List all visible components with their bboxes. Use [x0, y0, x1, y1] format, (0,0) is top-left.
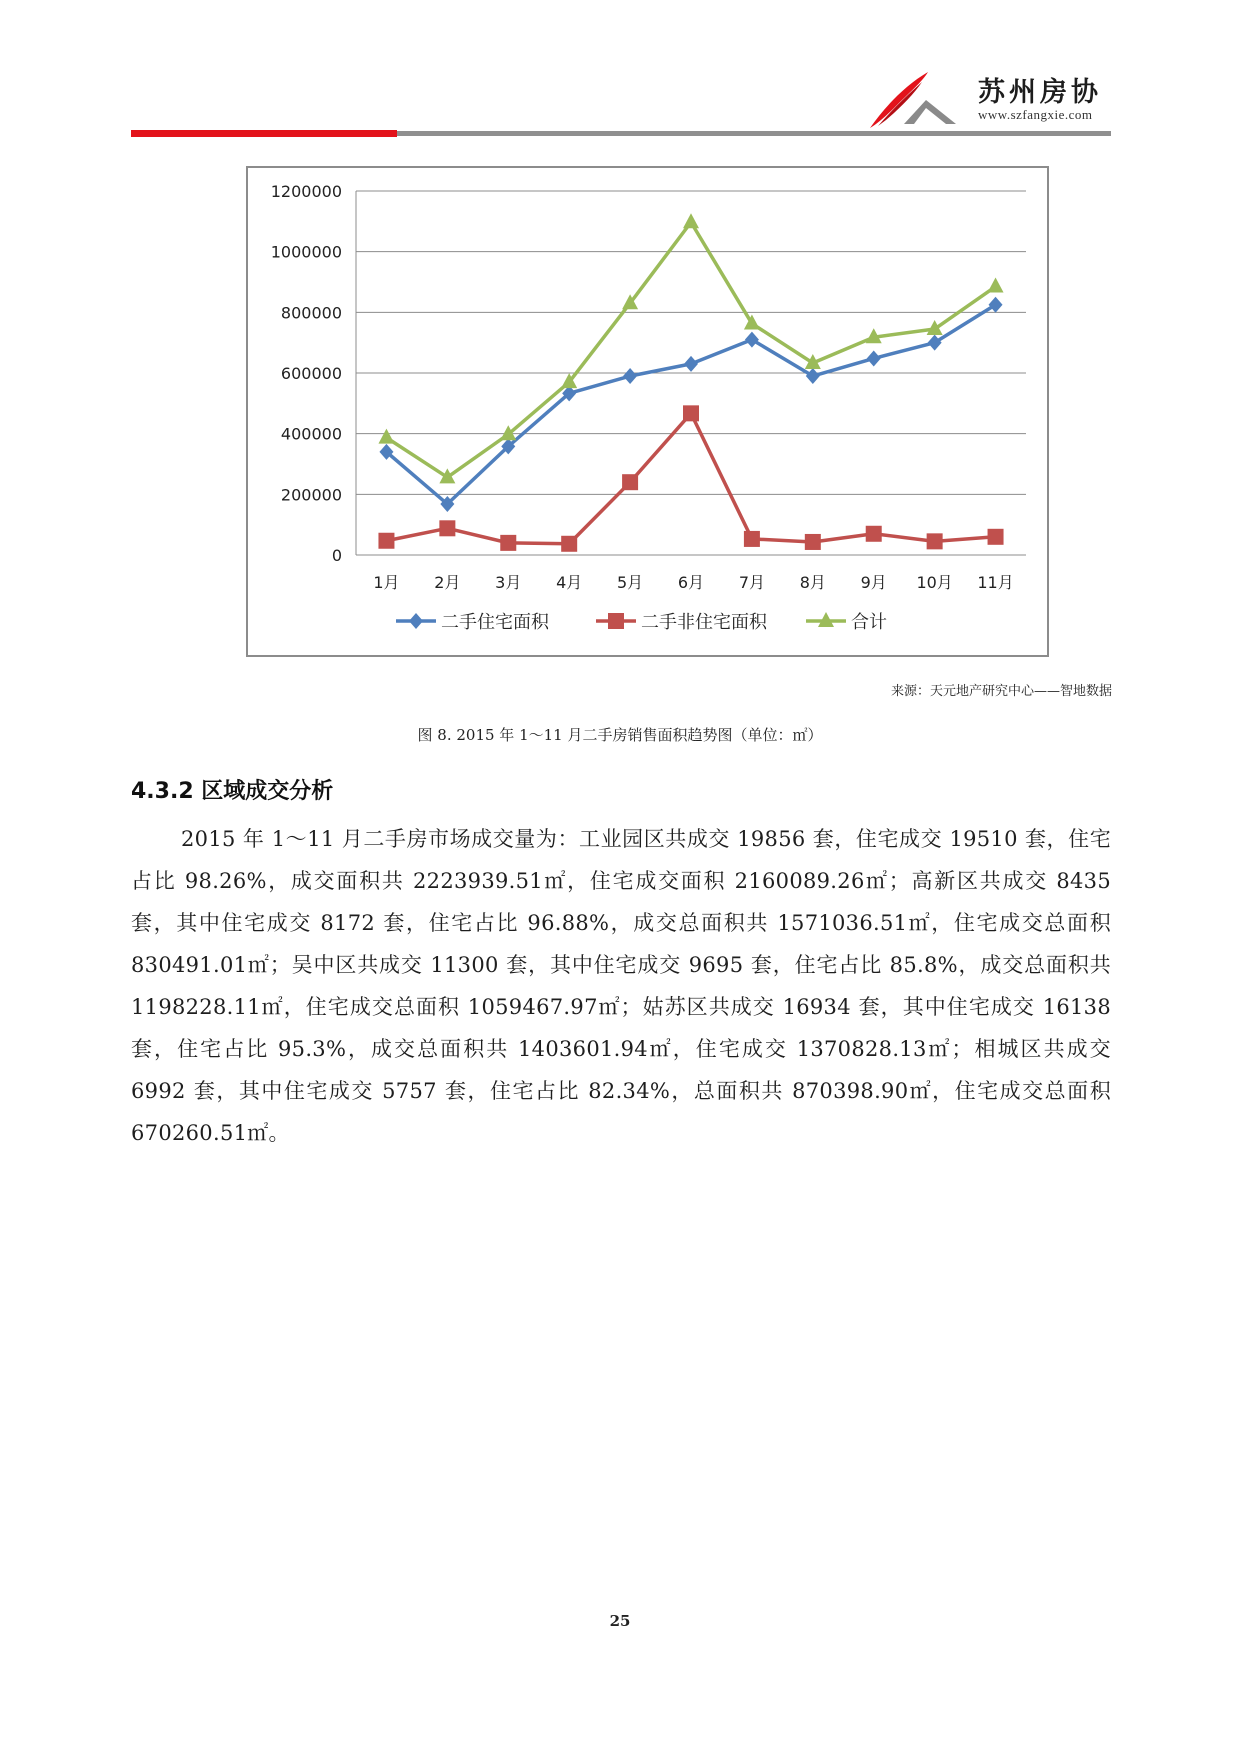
- x-tick-label: 6月: [677, 573, 705, 592]
- legend-label: 二手住宅面积: [441, 612, 549, 633]
- data-point-1: [745, 332, 759, 348]
- header-rule-red: [131, 130, 397, 137]
- body-paragraph: 2015 年 1～11 月二手房市场成交量为：工业园区共成交 19856 套，住宅成交 19510 套，住宅占比 98.26%，成交面积共 2223939.51㎡，住宅成交面积 2160089.26㎡；高新区共成交 8435 套，其中住宅成交 8172 套，住宅占比 96.88%，成交总面积共 1571036.51㎡，住宅成交总面积 830491.01㎡；吴中区共成交 11300 套，其中住宅成交 9695 套，住宅占比 85.8%，成交总面积共 1198228.11㎡，住宅成交总面积 1059467.97㎡；姑苏区共成交 16934 套，其中住宅成交 16138 套，住宅占比 95.3%，成交总面积共 1403601.94㎡，住宅成交 1370828.13㎡；相城区共成交 6992 套，其中住宅成交 5757 套，住宅占比 82.34%，总面积共 870398.90㎡，住宅成交总面积 670260.51㎡。: [131, 827, 1111, 1145]
- data-point-1: [928, 335, 942, 351]
- data-point-2: [988, 529, 1004, 545]
- data-point-1: [989, 297, 1003, 313]
- x-tick-label: 9月: [860, 573, 887, 592]
- data-point-2: [927, 533, 943, 549]
- data-point-3: [988, 278, 1004, 293]
- brush-logo-icon: [864, 68, 974, 132]
- data-point-2: [500, 535, 516, 551]
- logo-url: www.szfangxie.com: [978, 107, 1093, 122]
- chart-frame: [246, 166, 1049, 657]
- y-tick-label: 1200000: [270, 182, 342, 201]
- data-point-2: [622, 474, 638, 490]
- data-point-2: [683, 405, 699, 421]
- data-point-3: [927, 320, 943, 335]
- series-line-2: [386, 413, 995, 543]
- x-tick-label: 1月: [373, 573, 400, 592]
- data-point-1: [684, 356, 698, 372]
- y-tick-label: 400000: [280, 424, 342, 444]
- legend-marker: [409, 613, 423, 629]
- line-chart: [248, 168, 1047, 655]
- x-tick-label: 5月: [616, 573, 644, 592]
- x-tick-label: 2月: [434, 573, 461, 592]
- data-point-3: [683, 213, 699, 228]
- header-rule: [131, 130, 1111, 137]
- x-tick-label: 7月: [738, 573, 766, 592]
- logo-title: 苏州房协: [978, 77, 1102, 108]
- header-rule-gray: [397, 131, 1111, 136]
- chart-source: 来源：天元地产研究中心——智地数据: [890, 684, 1112, 699]
- data-point-2: [439, 520, 455, 536]
- y-tick-label: 600000: [280, 364, 342, 383]
- page-number: 25: [609, 1612, 631, 1630]
- x-tick-label: 8月: [799, 573, 826, 592]
- data-point-1: [806, 368, 820, 384]
- data-point-1: [623, 368, 637, 384]
- data-point-3: [378, 429, 394, 444]
- header-logo: [864, 64, 1124, 134]
- data-point-3: [439, 468, 455, 483]
- data-point-2: [561, 536, 577, 552]
- figure-caption: 图 8. 2015 年 1～11 月二手房销售面积趋势图（单位：㎡）: [417, 726, 823, 744]
- y-tick-label: 0: [331, 546, 342, 565]
- legend-marker: [608, 613, 624, 629]
- data-point-2: [378, 533, 394, 549]
- legend-label: 二手非住宅面积: [641, 612, 767, 633]
- data-point-2: [866, 526, 882, 542]
- y-tick-label: 800000: [280, 303, 342, 323]
- data-point-1: [867, 350, 881, 366]
- x-tick-label: 4月: [556, 573, 583, 592]
- x-tick-label: 10月: [916, 573, 953, 592]
- data-point-2: [805, 534, 821, 550]
- data-point-2: [744, 531, 760, 547]
- legend-label: 合计: [851, 612, 887, 633]
- x-tick-label: 3月: [495, 573, 522, 592]
- y-tick-label: 1000000: [270, 242, 342, 262]
- x-tick-label: 11月: [977, 573, 1014, 592]
- y-tick-label: 200000: [280, 485, 342, 505]
- section-heading: 4.3.2 区域成交分析: [131, 779, 334, 804]
